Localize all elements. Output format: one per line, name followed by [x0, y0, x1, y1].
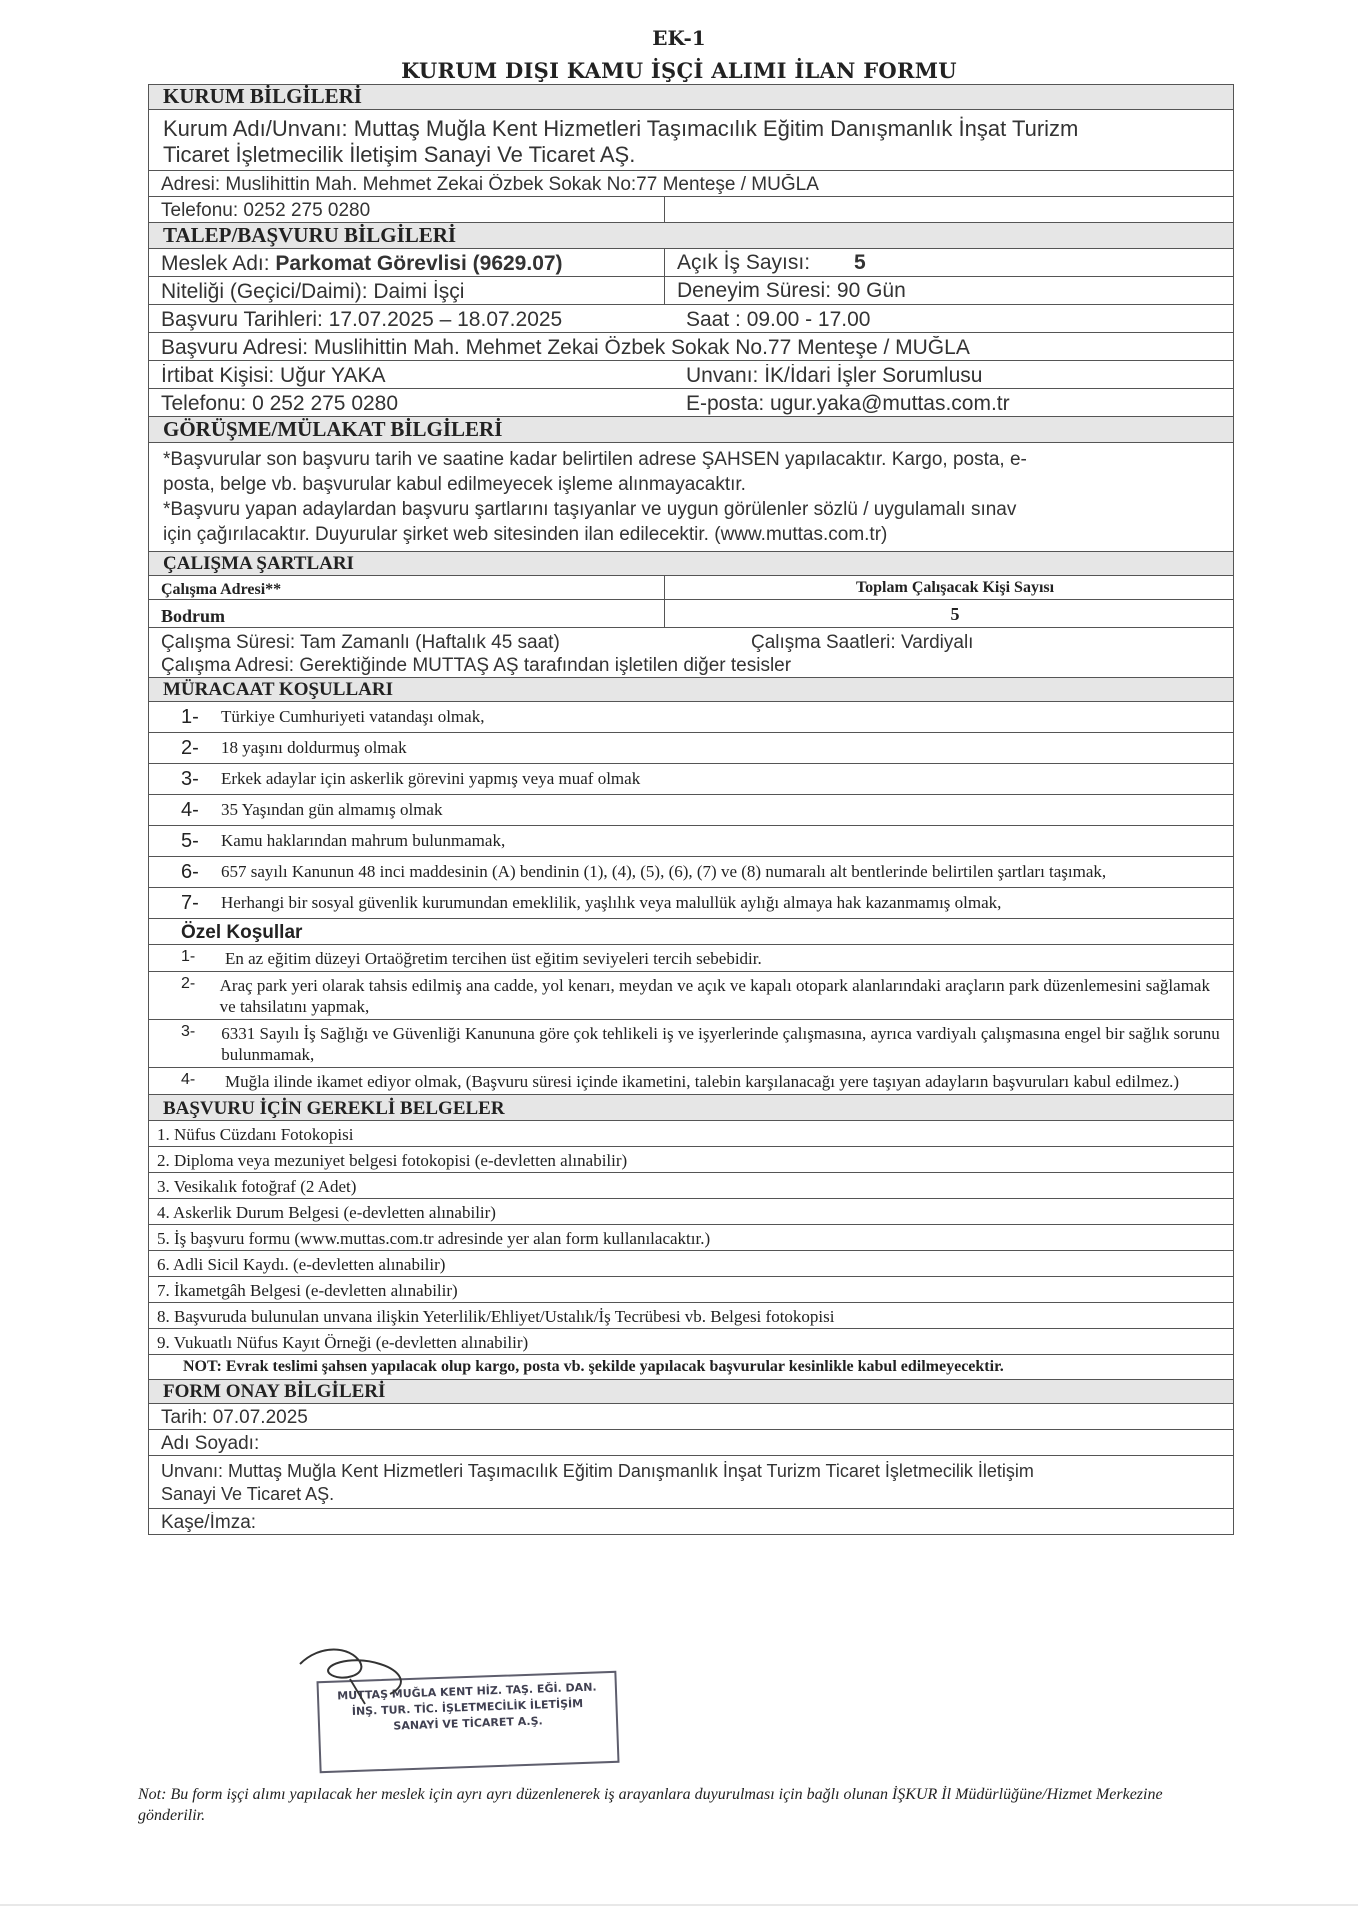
condition-text: Herhangi bir sosyal güvenlik kurumundan emeklilik, yaşlılık veya malullük aylığı almaya hak kazanmamış olmak,	[221, 893, 1002, 912]
condition-item	[149, 733, 1233, 764]
onay-kase-row	[149, 1509, 1233, 1535]
acik-label: Açık İş Sayısı:	[677, 251, 811, 274]
section-onay: FORM ONAY BİLGİLERİ	[149, 1380, 1233, 1404]
calisma-col2-value: 5	[664, 600, 1233, 627]
condition-text: Muğla ilinde ikamet ediyor olmak, (Başvuru süresi içinde ikametini, talebin karşılanacağı yere taşıyan adayların başvuruları kabul edilmez.)	[225, 1072, 1180, 1091]
required-document-item: 1. Nüfus Cüzdanı Fotokopisi	[149, 1121, 1233, 1147]
gorusme-p2a: *Başvuru yapan adaylardan başvuru şartlarını taşıyanlar ve uygun görülenler sözlü / uygulamalı sınav	[163, 499, 1017, 520]
onay-kase: Kaşe/İmza:	[161, 1512, 257, 1533]
talep-row-2	[149, 277, 1233, 305]
talep-row-5	[149, 361, 1233, 389]
deneyim: Deneyim Süresi: 90 Gün	[664, 277, 1233, 304]
basvuru-adres: Başvuru Adresi: Muslihittin Mah. Mehmet Zekai Özbek Sokak No.77 Menteşe / MUĞLA	[161, 336, 970, 359]
kurum-phone: Telefonu: 0252 275 0280	[161, 200, 371, 221]
condition-number: 3-	[181, 1023, 196, 1040]
condition-text: En az eğitim düzeyi Ortaöğretim tercihen üst eğitim seviyeleri tercih sebebidir.	[225, 949, 762, 968]
form-title: KURUM DIŞI KAMU İŞÇİ ALIMI İLAN FORMU	[401, 58, 957, 83]
ozel-list	[149, 945, 1233, 1095]
signature	[290, 1634, 430, 1714]
gorusme-text	[149, 443, 1233, 552]
irtibat-telefon: Telefonu: 0 252 275 0280	[161, 392, 399, 415]
talep-row-3	[149, 305, 1233, 333]
condition-item	[149, 826, 1233, 857]
onay-adsoyad-row	[149, 1430, 1233, 1456]
calisma-adresi: Çalışma Adresi: Gerektiğinde MUTTAŞ AŞ tarafından işletilen diğer tesisler	[161, 655, 792, 676]
required-document-item: 9. Vukuatlı Nüfus Kayıt Örneği (e-devletten alınabilir)	[149, 1329, 1233, 1355]
condition-item	[149, 972, 1233, 1020]
acik-is	[664, 249, 1233, 276]
required-document-item: 8. Başvuruda bulunulan unvana ilişkin Yeterlilik/Ehliyet/Ustalık/İş Tecrübesi vb. Belgesi fotokopisi	[149, 1303, 1233, 1329]
gorusme-p1a: *Başvurular son başvuru tarih ve saatine kadar belirtilen adrese ŞAHSEN yapılacaktır. Kargo, posta, e-	[163, 449, 1027, 470]
condition-number: 6-	[181, 861, 199, 883]
required-document-item: 7. İkametgâh Belgesi (e-devletten alınabilir)	[149, 1277, 1233, 1303]
talep-row-4	[149, 333, 1233, 361]
stamp-line2: İNŞ. TUR. TİC. İŞLETMECİLİK İLETİŞİM	[351, 1696, 584, 1719]
belgeler-note: NOT: Evrak teslimi şahsen yapılacak olup kargo, posta vb. şekilde yapılacak başvurular kesinlikle kabul edilmeyecektir.	[149, 1355, 1233, 1380]
required-document-item: 6. Adli Sicil Kaydı. (e-devletten alınabilir)	[149, 1251, 1233, 1277]
footnote: Not: Bu form işçi alımı yapılacak her meslek için ayrı ayrı düzenlenerek iş arayanlara duyurulması için bağlı olunan İŞKUR İl Müdürlüğüne/Hizmet Merkezine gönderilir.	[138, 1786, 1163, 1824]
form-code: EK-1	[652, 26, 706, 50]
ozel-title-row	[149, 919, 1233, 945]
condition-item	[149, 888, 1233, 919]
basvuru-saat: Saat : 09.00 - 17.00	[686, 308, 871, 331]
meslek-label: Meslek Adı:	[161, 252, 276, 275]
condition-number: 5-	[181, 830, 199, 852]
condition-number: 3-	[181, 768, 199, 790]
calisma-adres-row	[149, 654, 1233, 678]
condition-text: 18 yaşını doldurmuş olmak	[221, 738, 407, 757]
section-muracaat: MÜRACAAT KOŞULLARI	[149, 678, 1233, 702]
condition-text: 35 Yaşından gün almamış olmak	[221, 800, 443, 819]
talep-row-1	[149, 249, 1233, 277]
scan-edge	[0, 1904, 1358, 1906]
ozel-title: Özel Koşullar	[181, 922, 303, 943]
meslek-value: Parkomat Görevlisi (9629.07)	[275, 252, 563, 275]
calisma-saatleri: Çalışma Saatleri: Vardiyalı	[751, 632, 974, 653]
condition-item	[149, 795, 1233, 826]
onay-unvan-line2: Sanayi Ve Ticaret AŞ.	[161, 1484, 335, 1504]
section-calisma: ÇALIŞMA ŞARTLARI	[149, 552, 1233, 576]
stamp-line1: MUTTAŞ MUĞLA KENT HİZ. TAŞ. EĞİ. DAN.	[337, 1680, 597, 1703]
required-document-item: 5. İş başvuru formu (www.muttas.com.tr adresinde yer alan form kullanılacaktır.)	[149, 1225, 1233, 1251]
announcement-form	[148, 84, 1234, 1535]
irtibat-eposta: E-posta: ugur.yaka@muttas.com.tr	[686, 392, 1010, 415]
section-kurum: KURUM BİLGİLERİ	[149, 84, 1233, 110]
gorusme-p1b: posta, belge vb. başvurular kabul edilmeyecek işleme alınmayacaktır.	[163, 474, 746, 495]
belge-list	[149, 1121, 1233, 1355]
condition-item	[149, 702, 1233, 733]
calisma-header-row	[149, 576, 1233, 600]
required-document-item: 3. Vesikalık fotoğraf (2 Adet)	[149, 1173, 1233, 1199]
section-gorusme: GÖRÜŞME/MÜLAKAT BİLGİLERİ	[149, 417, 1233, 443]
required-document-item: 4. Askerlik Durum Belgesi (e-devletten alınabilir)	[149, 1199, 1233, 1225]
section-belgeler: BAŞVURU İÇİN GEREKLİ BELGELER	[149, 1095, 1233, 1121]
condition-text: Araç park yeri olarak tahsis edilmiş ana cadde, yol kenarı, meydan ve açık ve kapalı otopark alanlarındaki araçların park düzenlemesini sağlamak ve tahsilatını yapmak,	[219, 976, 1210, 1016]
condition-number: 4-	[181, 799, 199, 821]
muracaat-list	[149, 702, 1233, 919]
condition-number: 1-	[181, 706, 199, 728]
condition-item	[149, 764, 1233, 795]
required-document-item: 2. Diploma veya mezuniyet belgesi fotokopisi (e-devletten alınabilir)	[149, 1147, 1233, 1173]
condition-number: 7-	[181, 892, 199, 914]
calisma-sure: Çalışma Süresi: Tam Zamanlı (Haftalık 45 saat)	[161, 632, 560, 653]
condition-number: 2-	[181, 737, 199, 759]
kurum-phone-empty	[664, 197, 1233, 222]
onay-tarih-row	[149, 1404, 1233, 1430]
irtibat-unvan: Unvanı: İK/İdari İşler Sorumlusu	[686, 364, 983, 387]
nitelik: Niteliği (Geçici/Daimi): Daimi İşçi	[161, 280, 465, 303]
kurum-address-row	[149, 171, 1233, 197]
calisma-col1-value: Bodrum	[161, 606, 226, 626]
kurum-name	[149, 110, 1233, 171]
kurum-name-line2: Ticaret İşletmecilik İletişim Sanayi Ve Ticaret AŞ.	[163, 142, 636, 167]
acik-value: 5	[854, 251, 866, 274]
calisma-value-row	[149, 600, 1233, 628]
condition-text: 657 sayılı Kanunun 48 inci maddesinin (A) bendinin (1), (4), (5), (6), (7) ve (8) numaralı alt bentlerinde belirtilen şartları taşımak,	[221, 862, 1107, 881]
calisma-col2-header: Toplam Çalışacak Kişi Sayısı	[664, 576, 1233, 599]
condition-number: 1-	[181, 948, 196, 965]
gorusme-p2b: için çağırılacaktır. Duyurular şirket web sitesinden ilan edilecektir. (www.muttas.com.tr)	[163, 524, 888, 545]
onay-adsoyad: Adı Soyadı:	[161, 1433, 260, 1454]
condition-text: Kamu haklarından mahrum bulunmamak,	[221, 831, 506, 850]
onay-unvan	[149, 1456, 1233, 1509]
condition-text: Erkek adaylar için askerlik görevini yapmış veya muaf olmak	[221, 769, 641, 788]
condition-item	[149, 1068, 1233, 1095]
onay-tarih: Tarih: 07.07.2025	[161, 1407, 308, 1428]
basvuru-tarih: Başvuru Tarihleri: 17.07.2025 – 18.07.2025	[161, 308, 563, 331]
irtibat: İrtibat Kişisi: Uğur YAKA	[161, 364, 386, 387]
condition-text: 6331 Sayılı İş Sağlığı ve Güvenliği Kanununa göre çok tehlikeli iş ve işyerlerinde çalışmasına, ayrıca vardiyalı çalışmasına engel bir sağlık sorunu bulunmamak,	[221, 1024, 1220, 1064]
meslek-adi	[149, 252, 664, 276]
condition-text: Türkiye Cumhuriyeti vatandaşı olmak,	[221, 707, 485, 726]
condition-item	[149, 857, 1233, 888]
stamp-line3: SANAYİ VE TİCARET A.Ş.	[393, 1714, 543, 1733]
condition-number: 2-	[181, 975, 196, 992]
calisma-col1-header: Çalışma Adresi**	[161, 581, 282, 598]
onay-unvan-line1: Unvanı: Muttaş Muğla Kent Hizmetleri Taşımacılık Eğitim Danışmanlık İnşat Turizm Ticaret İşletmecilik İletişim	[161, 1461, 1034, 1481]
condition-item	[149, 1020, 1233, 1068]
calisma-sure-row	[149, 628, 1233, 654]
kurum-phone-row	[149, 197, 1233, 223]
section-talep: TALEP/BAŞVURU BİLGİLERİ	[149, 223, 1233, 249]
kurum-address: Adresi: Muslihittin Mah. Mehmet Zekai Özbek Sokak No:77 Menteşe / MUĞLA	[161, 174, 819, 195]
talep-row-6	[149, 389, 1233, 417]
kurum-name-line1: Kurum Adı/Unvanı: Muttaş Muğla Kent Hizmetleri Taşımacılık Eğitim Danışmanlık İnşat Turizm	[163, 116, 1079, 141]
condition-number: 4-	[181, 1071, 196, 1088]
condition-item	[149, 945, 1233, 972]
